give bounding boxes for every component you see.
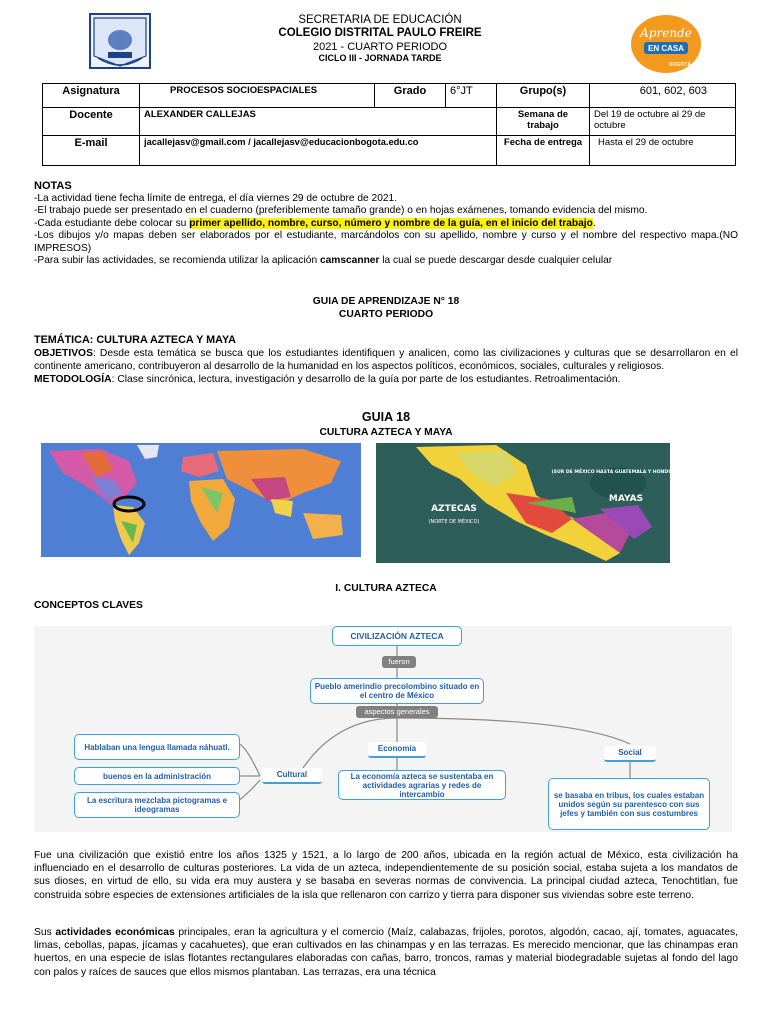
- entrega-label: Fecha de entrega: [497, 136, 590, 166]
- en-casa-logo-text: EN CASA: [647, 44, 685, 53]
- header-secretaria: SECRETARIA DE EDUCACIÓN: [298, 14, 462, 26]
- note-5-pre: -Para subir las actividades, se recomienda utilizar la aplicación: [34, 255, 320, 266]
- objetivos-label: OBJETIVOS: [34, 348, 93, 359]
- grado-label: Grado: [375, 84, 446, 108]
- note-3-post: .: [592, 217, 596, 229]
- metodologia-label: METODOLOGÍA: [34, 374, 112, 385]
- note-5: [34, 255, 738, 268]
- note-5-app: camscanner: [319, 255, 380, 266]
- map-label-aztecas: AZTECAS: [431, 504, 477, 514]
- map-label-norte: (NORTE DE MÉXICO): [428, 519, 480, 525]
- info-table: [42, 83, 736, 166]
- connector-fueron: fueron: [382, 656, 416, 668]
- p2-pre: Sus: [34, 927, 56, 938]
- entrega-value: Hasta el 29 de octubre: [590, 136, 736, 166]
- concept-diagram: [34, 626, 732, 832]
- asignatura-label: Asignatura: [43, 84, 140, 108]
- bogota-logo-text: BOGOTÁ: [669, 62, 691, 68]
- header-ciclo: CICLO III - JORNADA TARDE: [318, 53, 442, 63]
- grado-value: 6°JT: [446, 84, 497, 108]
- guia-number: GUIA 18: [361, 410, 411, 424]
- node-economia: Economía: [368, 742, 426, 758]
- node-civilizacion-azteca: CIVILIZACIÓN AZTECA: [332, 626, 462, 646]
- semana-label: Semana de trabajo: [497, 108, 590, 136]
- note-3-pre: -Cada estudiante debe colocar su: [34, 217, 190, 229]
- node-pueblo-amerindio: Pueblo amerindio precolombino situado en el centro de México: [310, 678, 484, 704]
- p2-bold: actividades económicas: [55, 927, 175, 938]
- guide-period: CUARTO PERIODO: [338, 309, 434, 320]
- semana-value: Del 19 de octubre al 29 de octubre: [590, 108, 736, 136]
- guide-title: GUIA DE APRENDIZAJE N° 18: [312, 296, 460, 307]
- guide-intro: [34, 334, 738, 386]
- conceptos-claves: CONCEPTOS CLAVES: [34, 600, 143, 611]
- body-paragraph-1: Fue una civilización que existió entre los años 1325 y 1521, a lo largo de 200 años, ubicada en la región actual de México, esta civilización ha influenciado en el desarrollo de culturas posteriores. La vida de un azteca, independientemente de su posición social, estaba sujeta a los mandatos de sus dioses, en virtud de ello, su vida era muy austera y se basaba en severas normas de convivencia. La principal ciudad azteca, Tenochtitlan, fue construida sobre especies de extensiones artificiales de la isla que rellenaron con carrizo y tierra para disponer sus viviendas sobre este terreno.: [34, 850, 738, 901]
- node-administracion: buenos en la administración: [74, 767, 240, 785]
- metodologia: [34, 373, 738, 386]
- header-periodo: 2021 - CUARTO PERIODO: [312, 41, 448, 53]
- connector-aspectos-generales: aspectos generales: [356, 706, 438, 718]
- aprende-en-casa-logo: [630, 14, 702, 74]
- asignatura-value: PROCESOS SOCIOESPACIALES: [140, 84, 375, 108]
- node-social-detalle: se basaba en tribus, los cuales estaban unidos según su parentesco con sus jefes y también con sus costumbres: [548, 778, 710, 830]
- objetivos: [34, 347, 738, 373]
- email-value: jacallejasv@gmail.com / jacallejasv@educacionbogota.edu.co: [140, 136, 497, 166]
- grupos-value: 601, 602, 603: [590, 84, 736, 108]
- metodologia-text: : Clase sincrónica, lectura, investigación y desarrollo de la guía por parte de los estudiantes. Retroalimentación.: [111, 374, 621, 385]
- node-social: Social: [604, 746, 656, 762]
- school-crest-logo: [88, 12, 152, 72]
- notes-section: [34, 180, 738, 268]
- docente-value: ALEXANDER CALLEJAS: [140, 108, 497, 136]
- note-4: -Los dibujos y/o mapas deben ser elaborados por el estudiante, marcándolos con su apellido, nombre y curso y el nombre del respectivo mapa.(NO IMPRESOS): [34, 230, 738, 254]
- node-nahuatl: Hablaban una lengua llamada náhuatl.: [74, 734, 240, 760]
- tematica: TEMÁTICA: CULTURA AZTECA Y MAYA: [34, 334, 236, 346]
- notes-title: NOTAS: [34, 180, 72, 192]
- node-escritura: La escritura mezclaba pictogramas e ideogramas: [74, 792, 240, 818]
- mesoamerica-map-image: [376, 443, 685, 563]
- note-2: -El trabajo puede ser presentado en el cuaderno (preferiblemente tamaño grande) o en hojas exámenes, tomando evidencia del mismo.: [34, 205, 648, 216]
- objetivos-text: : Desde esta temática se busca que los estudiantes identifiquen y analicen, como las civilizaciones y culturas que se desarrollaron en el continente americano, contribuyeron al desarrollo de la humanidad en los aspectos políticos, económicos, sociales, culturales y religiosos.: [34, 348, 738, 372]
- note-5-post: la cual se puede descargar desde cualquier celular: [379, 255, 613, 266]
- note-1: -La actividad tiene fecha límite de entrega, el día viernes 29 de octubre de 2021.: [34, 192, 398, 204]
- email-label: E-mail: [43, 136, 140, 166]
- aprende-logo-text: Aprende: [640, 26, 692, 40]
- p2-post: principales, eran la agricultura y el comercio (Maíz, calabazas, frijoles, porotos, algodón, cacao, ají, tomates, aguacates, limas, cebollas, papas, jícamas y cacahuetes), que eran cultivados en las chinampas y en las terrazas. Es merecido mencionar, que las chinampas eran huertos, en una especie de islas flotantes rectangulares elaboradas con cañas, barro, troncos, ramas y material biodegradable sujetas al fondo del lago con palos y raíces de sauces que ellos mismos plantaban. Las terrazas, era una técnica: [34, 927, 738, 978]
- note-3-highlight: primer apellido, nombre, curso, número y nombre de la guía, en el inicio del trabajo: [189, 217, 593, 229]
- header-colegio: COLEGIO DISTRITAL PAULO FREIRE: [278, 27, 482, 39]
- world-map-image: [41, 443, 361, 557]
- node-economia-detalle: La economía azteca se sustentaba en actividades agrarias y redes de intercambio: [338, 770, 506, 800]
- map-label-mayas: MAYAS: [608, 494, 644, 504]
- note-3: [34, 218, 738, 231]
- section-title: I. CULTURA AZTECA: [335, 583, 437, 594]
- docente-label: Docente: [43, 108, 140, 136]
- guia-subtitle: CULTURA AZTECA Y MAYA: [319, 427, 453, 438]
- node-cultural: Cultural: [262, 768, 322, 784]
- body-paragraph-2: [34, 926, 738, 979]
- grupos-label: Grupo(s): [497, 84, 590, 108]
- map-label-sur-text: (SUR DE MÉXICO HASTA GUATEMALA Y HONDURAS): [551, 470, 685, 475]
